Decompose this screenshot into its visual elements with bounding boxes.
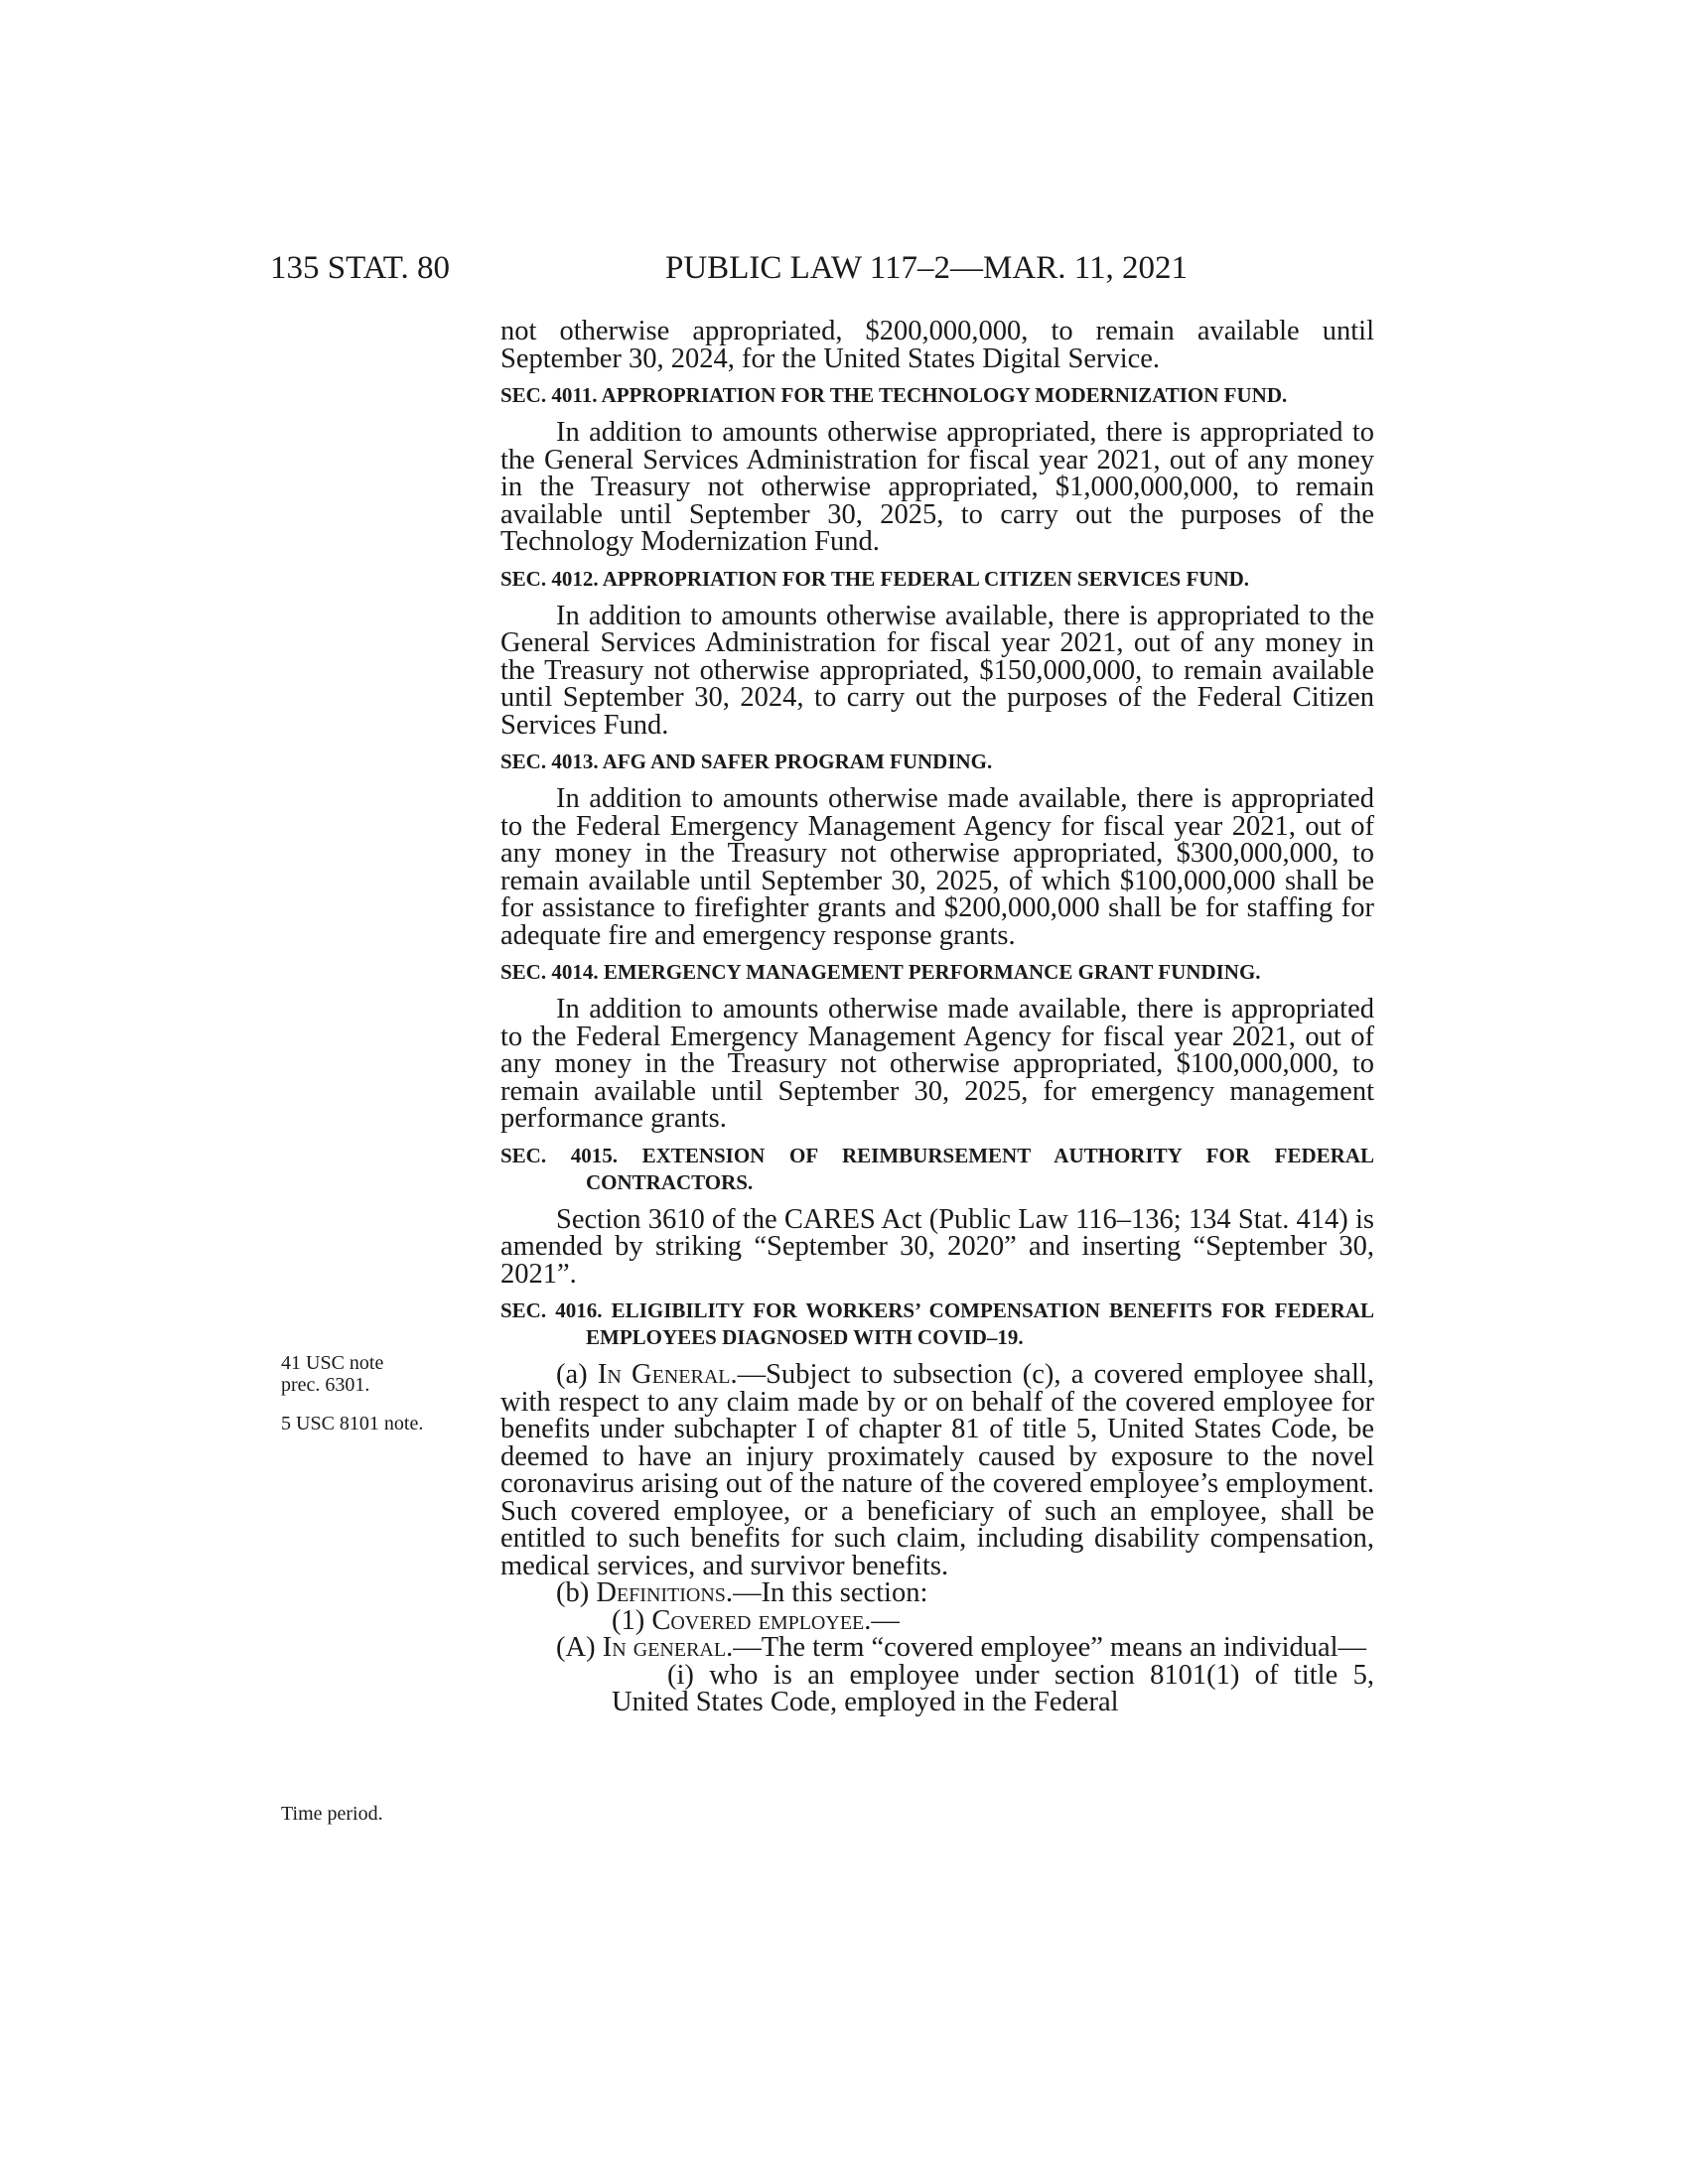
subparagraph-A	[389, 1634, 1374, 1662]
section-heading-4014: SEC. 4014. EMERGENCY MANAGEMENT PERFORMANCE GRANT FUNDING.	[500, 960, 1261, 984]
margin-note-41-usc	[281, 1352, 490, 1396]
subparagraph-A-text: —The term “covered employee” means an individual—	[733, 1632, 1367, 1663]
subsection-b-text: —In this section:	[733, 1577, 928, 1608]
margin-note-line: 41 USC note	[281, 1352, 384, 1374]
section-text-4014: In addition to amounts otherwise made available, there is appropriated to the Federal Emergency Management Agency for fiscal year 2021, out of any money in the Treasury not otherwise appropriated, $100,000,000, to remain available until September 30, 2025, for emergency management performance grants.	[500, 994, 1374, 1134]
body-text-column	[500, 318, 1374, 1716]
paragraph-b1-heading: Covered employee.	[651, 1604, 872, 1636]
paragraph-b1	[500, 1604, 1374, 1636]
margin-note-time-period: Time period.	[281, 1803, 383, 1825]
subsection-a-heading: In General.	[597, 1359, 738, 1390]
section-text-4013: In addition to amounts otherwise made available, there is appropriated to the Federal Emergency Management Agency for fiscal year 2021, out of any money in the Treasury not otherwise appropriated, $300,000,000, to remain available until September 30, 2025, of which $100,000,000 shall be for assistance to firefighter grants and $200,000,000 shall be for staffing for adequate fire and emergency response grants.	[500, 783, 1374, 951]
margin-note-5-usc: 5 USC 8101 note.	[281, 1413, 424, 1434]
margin-note-line: prec. 6301.	[281, 1374, 370, 1396]
section-heading-4011: SEC. 4011. APPROPRIATION FOR THE TECHNOLOGY MODERNIZATION FUND.	[500, 383, 1288, 407]
subparagraph-A-label: (A)	[556, 1632, 603, 1663]
section-heading-4015: SEC. 4015. EXTENSION OF REIMBURSEMENT AUTHORITY FOR FEDERAL CONTRACTORS.	[500, 1143, 1374, 1194]
page-header	[0, 250, 1688, 290]
stat-page-number: 135 STAT. 80	[270, 250, 451, 286]
clause-i: (i) who is an employee under section 8101(1) of title 5, United States Code, employed in the Federal	[612, 1659, 1374, 1717]
subsection-b-heading: Definitions.	[596, 1577, 734, 1608]
subsection-a-text: —Subject to subsection (c), a covered employee shall, with respect to any claim made by or on behalf of the covered employee for benefits under subchapter I of chapter 81 of title 5, United States Code, be deemed to have an injury proximately caused by exposure to the novel coronavirus arising out of the nature of the covered employee’s employment. Such covered employee, or a beneficiary of such an employee, shall be entitled to such benefits for such claim, including disability compensation, medical services, and survivor benefits.	[500, 1359, 1374, 1581]
subsection-b	[500, 1579, 1374, 1607]
subsection-a-label: (a)	[556, 1359, 598, 1390]
law-title: PUBLIC LAW 117–2—MAR. 11, 2021	[665, 250, 1188, 286]
subsection-b-label: (b)	[556, 1577, 597, 1608]
section-text-4011: In addition to amounts otherwise appropriated, there is appropriated to the General Services Administration for fiscal year 2021, out of any money in the Treasury not otherwise appropriated, $1,000,000,000, to remain available until September 30, 2025, to carry out the purposes of the Technology Modernization Fund.	[500, 417, 1374, 557]
section-heading-4016: SEC. 4016. ELIGIBILITY FOR WORKERS’ COMPENSATION BENEFITS FOR FEDERAL EMPLOYEES DIAGNOSED WITH COVID–19.	[500, 1298, 1374, 1349]
section-text-4012: In addition to amounts otherwise available, there is appropriated to the General Services Administration for fiscal year 2021, out of any money in the Treasury not otherwise appropriated, $150,000,000, to remain available until September 30, 2024, to carry out the purposes of the Federal Citizen Services Fund.	[500, 600, 1374, 741]
section-heading-4013: SEC. 4013. AFG AND SAFER PROGRAM FUNDING.	[500, 750, 993, 773]
subparagraph-A-heading: In general.	[602, 1632, 734, 1663]
continuation-paragraph: not otherwise appropriated, $200,000,000, to remain available until September 30, 2024, for the United States Digital Service.	[500, 316, 1374, 374]
paragraph-b1-text: —	[871, 1604, 900, 1636]
section-text-4015: Section 3610 of the CARES Act (Public Law 116–136; 134 Stat. 414) is amended by striking “September 30, 2020” and inserting “September 30, 2021”.	[500, 1203, 1374, 1290]
paragraph-b1-label: (1)	[612, 1604, 652, 1636]
subsection-a	[500, 1361, 1374, 1579]
section-heading-4012: SEC. 4012. APPROPRIATION FOR THE FEDERAL CITIZEN SERVICES FUND.	[500, 566, 1250, 591]
